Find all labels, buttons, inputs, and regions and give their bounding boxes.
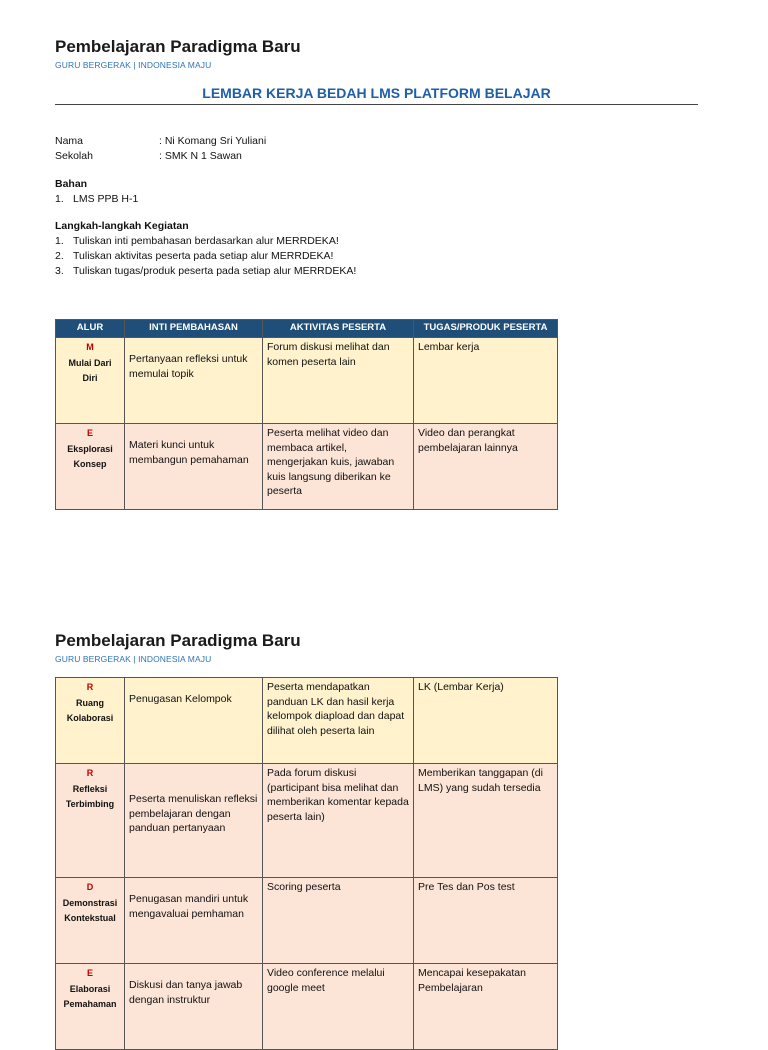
alur-name-line1: Refleksi <box>72 783 108 794</box>
alur-name-line2: Pemahaman <box>63 999 117 1009</box>
sekolah-label: Sekolah <box>55 150 93 162</box>
aktivitas-cell: Forum diskusi melihat dan komen peserta lain <box>263 338 414 424</box>
alur-letter: R <box>86 682 94 692</box>
tugas-cell: Lembar kerja <box>414 338 558 424</box>
table-row <box>56 678 558 764</box>
list-text: LMS PPB H-1 <box>73 193 139 205</box>
info-row-nama <box>55 134 266 149</box>
table-row <box>56 764 558 878</box>
doc-subtitle: GURU BERGERAK | INDONESIA MAJU <box>55 60 212 70</box>
alur-name-line2: Kolaborasi <box>66 713 114 723</box>
bahan-heading: Bahan <box>55 178 88 190</box>
page-header-1 <box>55 37 301 70</box>
identity-info <box>55 134 266 164</box>
list-number: 1. <box>55 193 64 205</box>
alur-cell <box>56 424 125 510</box>
alur-name-line1: Mulai Dari <box>68 357 112 368</box>
nama-value: : Ni Komang Sri Yuliani <box>159 135 267 147</box>
table-row <box>56 964 558 1050</box>
tugas-cell: Video dan perangkat pembelajaran lainnya <box>414 424 558 510</box>
list-number: 2. <box>55 250 64 262</box>
alur-name-line1: Ruang <box>76 697 104 708</box>
alur-name-line2: Terbimbing <box>65 799 115 809</box>
header-alur: ALUR <box>56 320 125 338</box>
alur-letter: M <box>86 342 94 352</box>
aktivitas-cell: Peserta mendapatkan panduan LK dan hasil kerja kelompok diapload dan dapat dilihat oleh peserta lain <box>263 678 414 764</box>
alur-letter: R <box>86 768 94 778</box>
aktivitas-cell: Peserta melihat video dan membaca artikel, mengerjakan kuis, jawaban kuis langsung diberikan ke peserta <box>263 424 414 510</box>
info-row-sekolah <box>55 149 266 164</box>
list-item <box>55 234 356 249</box>
inti-cell: Penugasan mandiri untuk mengavaluai pemhaman <box>125 878 263 964</box>
inti-cell: Pertanyaan refleksi untuk memulai topik <box>125 338 263 424</box>
alur-cell <box>56 878 125 964</box>
aktivitas-cell: Pada forum diskusi (participant bisa melihat dan memberikan komentar kepada peserta lain) <box>263 764 414 878</box>
table-header-row <box>56 320 558 338</box>
alur-name-line1: Eksplorasi <box>67 443 113 454</box>
list-item <box>55 249 356 264</box>
alur-cell <box>56 764 125 878</box>
aktivitas-cell: Scoring peserta <box>263 878 414 964</box>
langkah-section <box>55 219 356 279</box>
list-text: Tuliskan tugas/produk peserta pada setiap alur MERRDEKA! <box>73 265 357 277</box>
table-row <box>56 424 558 510</box>
list-item <box>55 264 356 279</box>
nama-label: Nama <box>55 135 84 147</box>
inti-cell: Diskusi dan tanya jawab dengan instruktur <box>125 964 263 1050</box>
doc-title: Pembelajaran Paradigma Baru <box>55 631 301 650</box>
inti-cell: Penugasan Kelompok <box>125 678 263 764</box>
list-text: Tuliskan aktivitas peserta pada setiap alur MERRDEKA! <box>73 250 334 262</box>
list-number: 1. <box>55 235 64 247</box>
doc-subtitle: GURU BERGERAK | INDONESIA MAJU <box>55 654 212 664</box>
sekolah-value: : SMK N 1 Sawan <box>159 150 242 162</box>
inti-cell: Peserta menuliskan refleksi pembelajaran dengan panduan pertanyaan <box>125 764 263 878</box>
alur-name-line2: Diri <box>82 373 98 383</box>
langkah-heading: Langkah-langkah Kegiatan <box>55 220 189 232</box>
table-row <box>56 878 558 964</box>
merrdeka-table-page-1 <box>55 319 558 510</box>
alur-name-line1: Elaborasi <box>69 983 111 994</box>
title-divider <box>55 104 698 105</box>
table-row <box>56 338 558 424</box>
tugas-cell: Memberikan tanggapan (di LMS) yang sudah tersedia <box>414 764 558 878</box>
alur-letter: E <box>86 428 93 438</box>
header-inti-pembahasan: INTI PEMBAHASAN <box>125 320 263 338</box>
merrdeka-table-page-2 <box>55 677 558 1050</box>
list-text: Tuliskan inti pembahasan berdasarkan alur MERRDEKA! <box>73 235 339 247</box>
alur-name-line1: Demonstrasi <box>62 897 118 908</box>
list-item <box>55 192 138 207</box>
worksheet-title: LEMBAR KERJA BEDAH LMS PLATFORM BELAJAR <box>202 85 551 101</box>
alur-cell <box>56 964 125 1050</box>
alur-letter: D <box>86 882 94 892</box>
bahan-section <box>55 177 138 207</box>
page-header-2 <box>55 631 301 664</box>
alur-name-line2: Konsep <box>73 459 107 469</box>
tugas-cell: Pre Tes dan Pos test <box>414 878 558 964</box>
alur-name-line2: Kontekstual <box>64 913 116 923</box>
tugas-cell: LK (Lembar Kerja) <box>414 678 558 764</box>
inti-cell: Materi kunci untuk membangun pemahaman <box>125 424 263 510</box>
list-number: 3. <box>55 265 64 277</box>
alur-letter: E <box>86 968 93 978</box>
tugas-cell: Mencapai kesepakatan Pembelajaran <box>414 964 558 1050</box>
header-aktivitas-peserta: AKTIVITAS PESERTA <box>263 320 414 338</box>
doc-title: Pembelajaran Paradigma Baru <box>55 37 301 56</box>
header-tugas-produk: TUGAS/PRODUK PESERTA <box>414 320 558 338</box>
aktivitas-cell: Video conference melalui google meet <box>263 964 414 1050</box>
alur-cell <box>56 678 125 764</box>
alur-cell <box>56 338 125 424</box>
